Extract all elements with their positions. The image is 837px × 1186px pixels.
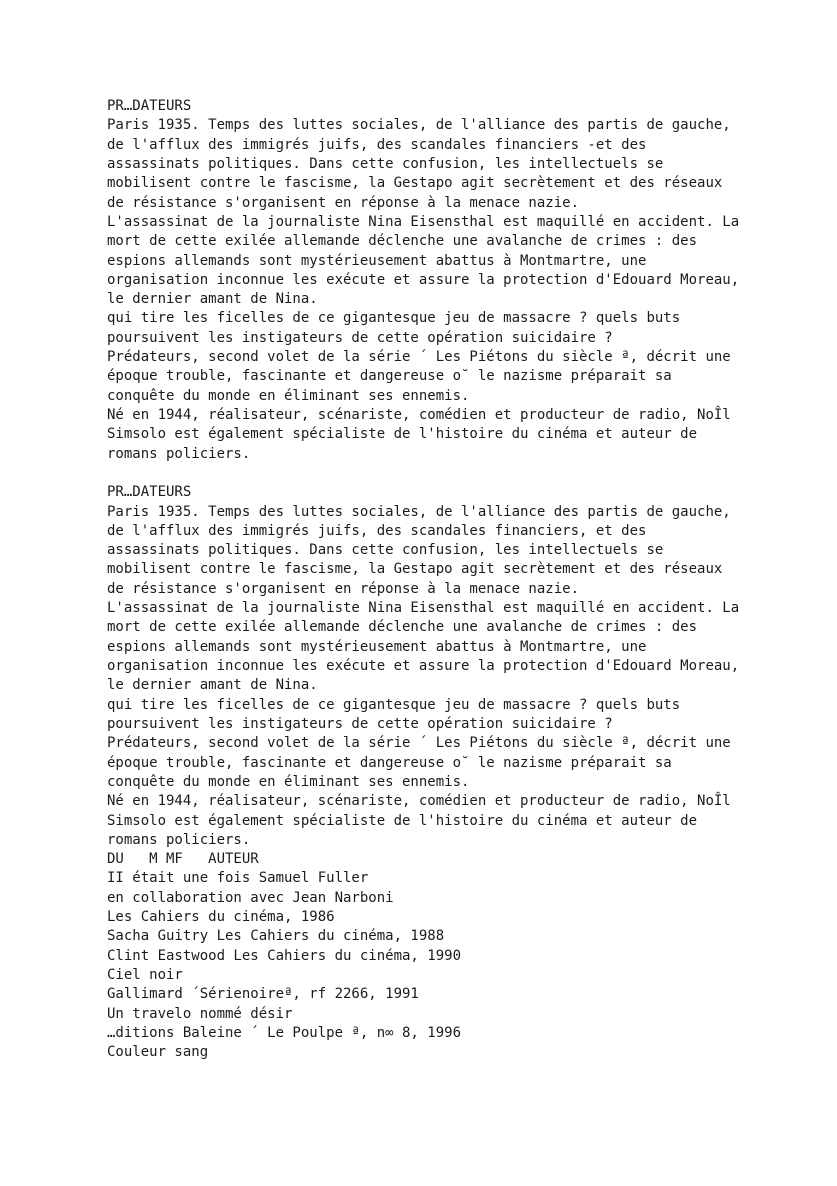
text-line: mort de cette exilée allemande déclenche une avalanche de crimes : des (107, 233, 698, 250)
text-line: L'assassinat de la journaliste Nina Eisensthal est maquillé en accident. La (107, 600, 740, 617)
text-line: mort de cette exilée allemande déclenche une avalanche de crimes : des (107, 619, 698, 636)
text-line: époque trouble, fascinante et dangereuse o˘ le nazisme préparait sa (107, 368, 672, 385)
text-line: qui tire les ficelles de ce gigantesque jeu de massacre ? quels buts (107, 310, 681, 327)
bibliography-section (107, 850, 739, 1062)
text-line: mobilisent contre le fascisme, la Gestapo agit secrètement et des réseaux (107, 561, 723, 578)
text-line: qui tire les ficelles de ce gigantesque jeu de massacre ? quels buts (107, 696, 681, 713)
text-line: Né en 1944, réalisateur, scénariste, comédien et producteur de radio, NoÎl (107, 793, 731, 810)
text-line: romans policiers. (107, 831, 251, 848)
synopsis-block-1 (107, 97, 739, 464)
text-line: Prédateurs, second volet de la série ´ Les Piétons du siècle ª, décrit une (107, 735, 731, 752)
block2-body (107, 503, 739, 851)
text-line: espions allemands sont mystérieusement abattus à Montmartre, une (107, 638, 647, 655)
text-line: poursuivent les instigateurs de cette opération suicidaire ? (107, 329, 613, 346)
text-line: …ditions Baleine ´ Le Poulpe ª, n∞ 8, 1996 (107, 1024, 462, 1041)
text-line: Un travelo nommé désir (107, 1005, 293, 1022)
text-line: Simsolo est également spécialiste de l'histoire du cinéma et auteur de (107, 812, 698, 829)
text-line: romans policiers. (107, 445, 251, 462)
text-line: de l'afflux des immigrés juifs, des scandales financiers, et des (107, 522, 647, 539)
bibliography-list (107, 869, 739, 1062)
text-line: Clint Eastwood Les Cahiers du cinéma, 1990 (107, 947, 462, 964)
text-line: Paris 1935. Temps des luttes sociales, de l'alliance des partis de gauche, (107, 117, 731, 134)
text-line: Né en 1944, réalisateur, scénariste, comédien et producteur de radio, NoÎl (107, 407, 731, 423)
text-line: L'assassinat de la journaliste Nina Eisensthal est maquillé en accident. La (107, 213, 740, 230)
text-line: Couleur sang (107, 1044, 209, 1061)
document-page (107, 97, 739, 1063)
text-line: assassinats politiques. Dans cette confusion, les intellectuels se (107, 155, 664, 172)
text-line: mobilisent contre le fascisme, la Gestapo agit secrètement et des réseaux (107, 175, 723, 192)
text-line: assassinats politiques. Dans cette confusion, les intellectuels se (107, 542, 664, 559)
text-line: espions allemands sont mystérieusement abattus à Montmartre, une (107, 252, 647, 269)
text-line: Sacha Guitry Les Cahiers du cinéma, 1988 (107, 928, 445, 945)
text-line: organisation inconnue les exécute et assure la protection d'Edouard Moreau, (107, 658, 740, 675)
text-line: de résistance s'organisent en réponse à la menace nazie. (107, 194, 580, 211)
block1-title: PR…DATEURS (107, 98, 192, 114)
text-line: en collaboration avec Jean Narboni (107, 889, 394, 906)
text-line: conquête du monde en éliminant ses ennemis. (107, 773, 470, 790)
text-line: conquête du monde en éliminant ses ennemis. (107, 387, 470, 404)
block1-body (107, 116, 739, 464)
text-line: Gallimard ´Sérienoireª, rf 2266, 1991 (107, 986, 419, 1003)
text-line: Les Cahiers du cinéma, 1986 (107, 909, 335, 926)
text-line: organisation inconnue les exécute et assure la protection d'Edouard Moreau, (107, 271, 740, 288)
text-line: de l'afflux des immigrés juifs, des scandales financiers -et des (107, 136, 647, 153)
text-line: Simsolo est également spécialiste de l'histoire du cinéma et auteur de (107, 426, 698, 443)
text-line: Paris 1935. Temps des luttes sociales, de l'alliance des partis de gauche, (107, 503, 731, 520)
text-line: époque trouble, fascinante et dangereuse o˘ le nazisme préparait sa (107, 754, 672, 771)
text-line: de résistance s'organisent en réponse à la menace nazie. (107, 580, 580, 597)
text-line: Prédateurs, second volet de la série ´ Les Piétons du siècle ª, décrit une (107, 349, 731, 366)
bibliography-title: DU M MF AUTEUR (107, 851, 259, 868)
text-line: II était une fois Samuel Fuller (107, 870, 369, 887)
block2-title: PR…DATEURS (107, 484, 192, 501)
text-line: poursuivent les instigateurs de cette opération suicidaire ? (107, 715, 613, 732)
text-line: Ciel noir (107, 967, 183, 984)
synopsis-block-2 (107, 483, 739, 850)
text-line: le dernier amant de Nina. (107, 677, 318, 694)
text-line: le dernier amant de Nina. (107, 291, 318, 308)
